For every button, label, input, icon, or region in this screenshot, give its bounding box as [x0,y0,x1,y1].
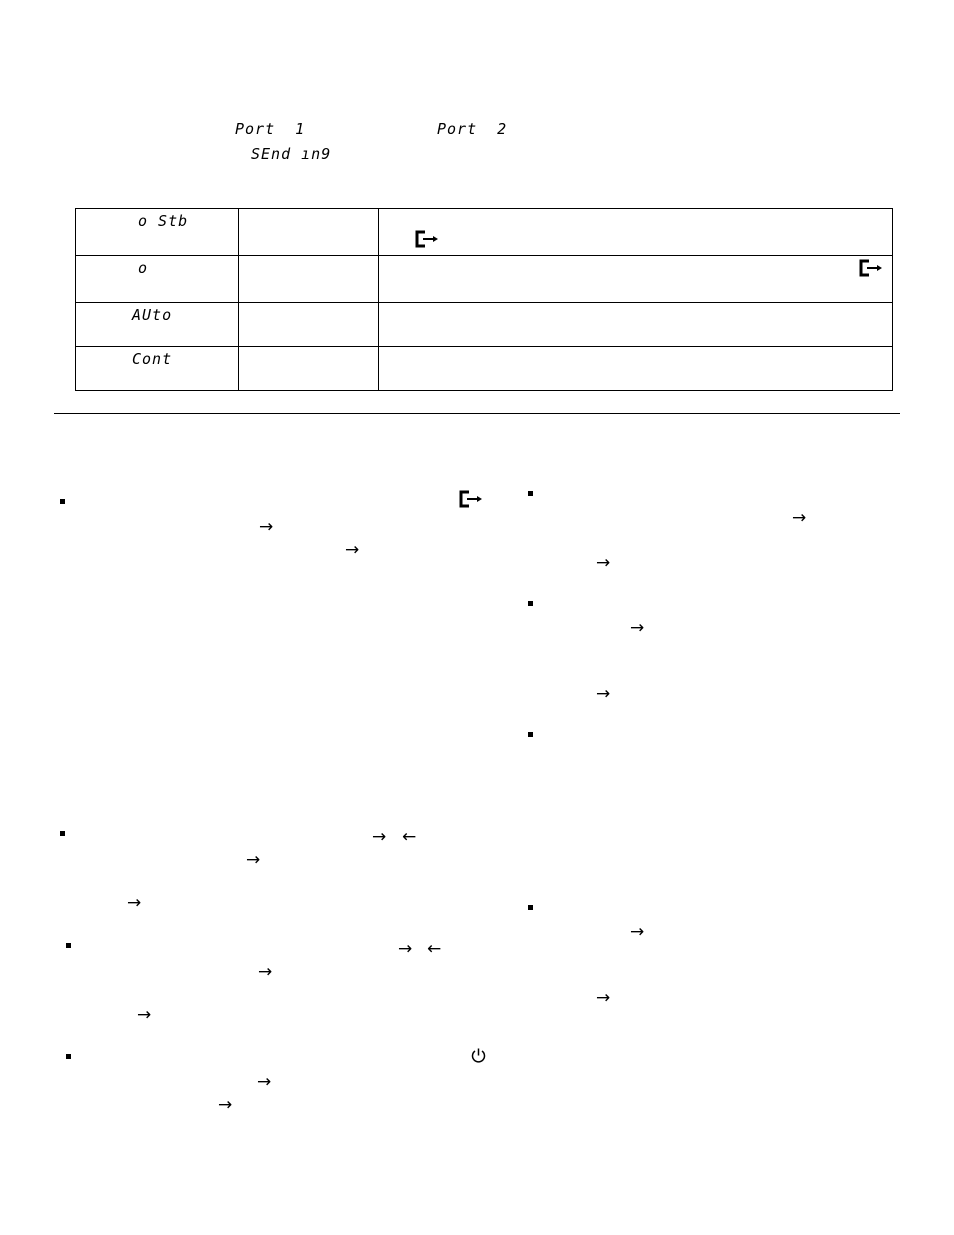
right-arrow-icon: → [137,1005,152,1025]
table-row [76,347,893,391]
right-arrow-icon: → [372,827,387,847]
mode-name-cell [239,347,379,391]
table-row [76,256,893,303]
mode-label: Cont [132,350,173,368]
square-bullet [528,491,533,496]
print-mode-table [75,208,893,391]
mode-cell [76,303,239,347]
right-arrow-icon: → [792,508,807,528]
mode-cell [76,347,239,391]
square-bullet [66,1054,71,1059]
right-arrow-icon: → [127,893,142,913]
right-arrow-icon: → [596,684,611,704]
square-bullet [528,601,533,606]
right-arrow-icon: → [246,850,261,870]
mode-name-cell [239,303,379,347]
right-arrow-icon: → [259,517,274,537]
mode-name-cell [239,256,379,303]
table-row [76,209,893,256]
mode-cell [76,209,239,256]
square-bullet [60,831,65,836]
mode-label: o Stb [138,212,189,230]
mode-label: AUto [132,306,173,324]
square-bullet [528,732,533,737]
power-icon [470,1047,487,1064]
port2-label: Port 2 [437,120,508,138]
left-arrow-icon: ← [427,939,442,959]
right-arrow-icon: → [257,1072,272,1092]
right-arrow-icon: → [596,988,611,1008]
right-arrow-icon: → [630,922,645,942]
mode-description-cell [379,256,893,303]
exit-icon [459,489,485,509]
section-divider [54,413,900,414]
port1-label: Port 1 [235,120,306,138]
right-arrow-icon: → [218,1095,233,1115]
square-bullet [528,905,533,910]
right-arrow-icon: → [398,939,413,959]
mode-name-cell [239,209,379,256]
exit-icon [859,258,885,278]
mode-cell [76,256,239,303]
square-bullet [66,943,71,948]
right-arrow-icon: → [630,618,645,638]
mode-description-cell [379,209,893,256]
mode-description-cell [379,347,893,391]
right-arrow-icon: → [258,962,273,982]
table-row [76,303,893,347]
left-arrow-icon: ← [402,827,417,847]
exit-icon [415,229,441,249]
square-bullet [60,499,65,504]
right-arrow-icon: → [345,540,360,560]
sending-label: SEnd ın9 [251,145,332,163]
right-arrow-icon: → [596,553,611,573]
mode-description-cell [379,303,893,347]
mode-label: o [138,259,149,277]
